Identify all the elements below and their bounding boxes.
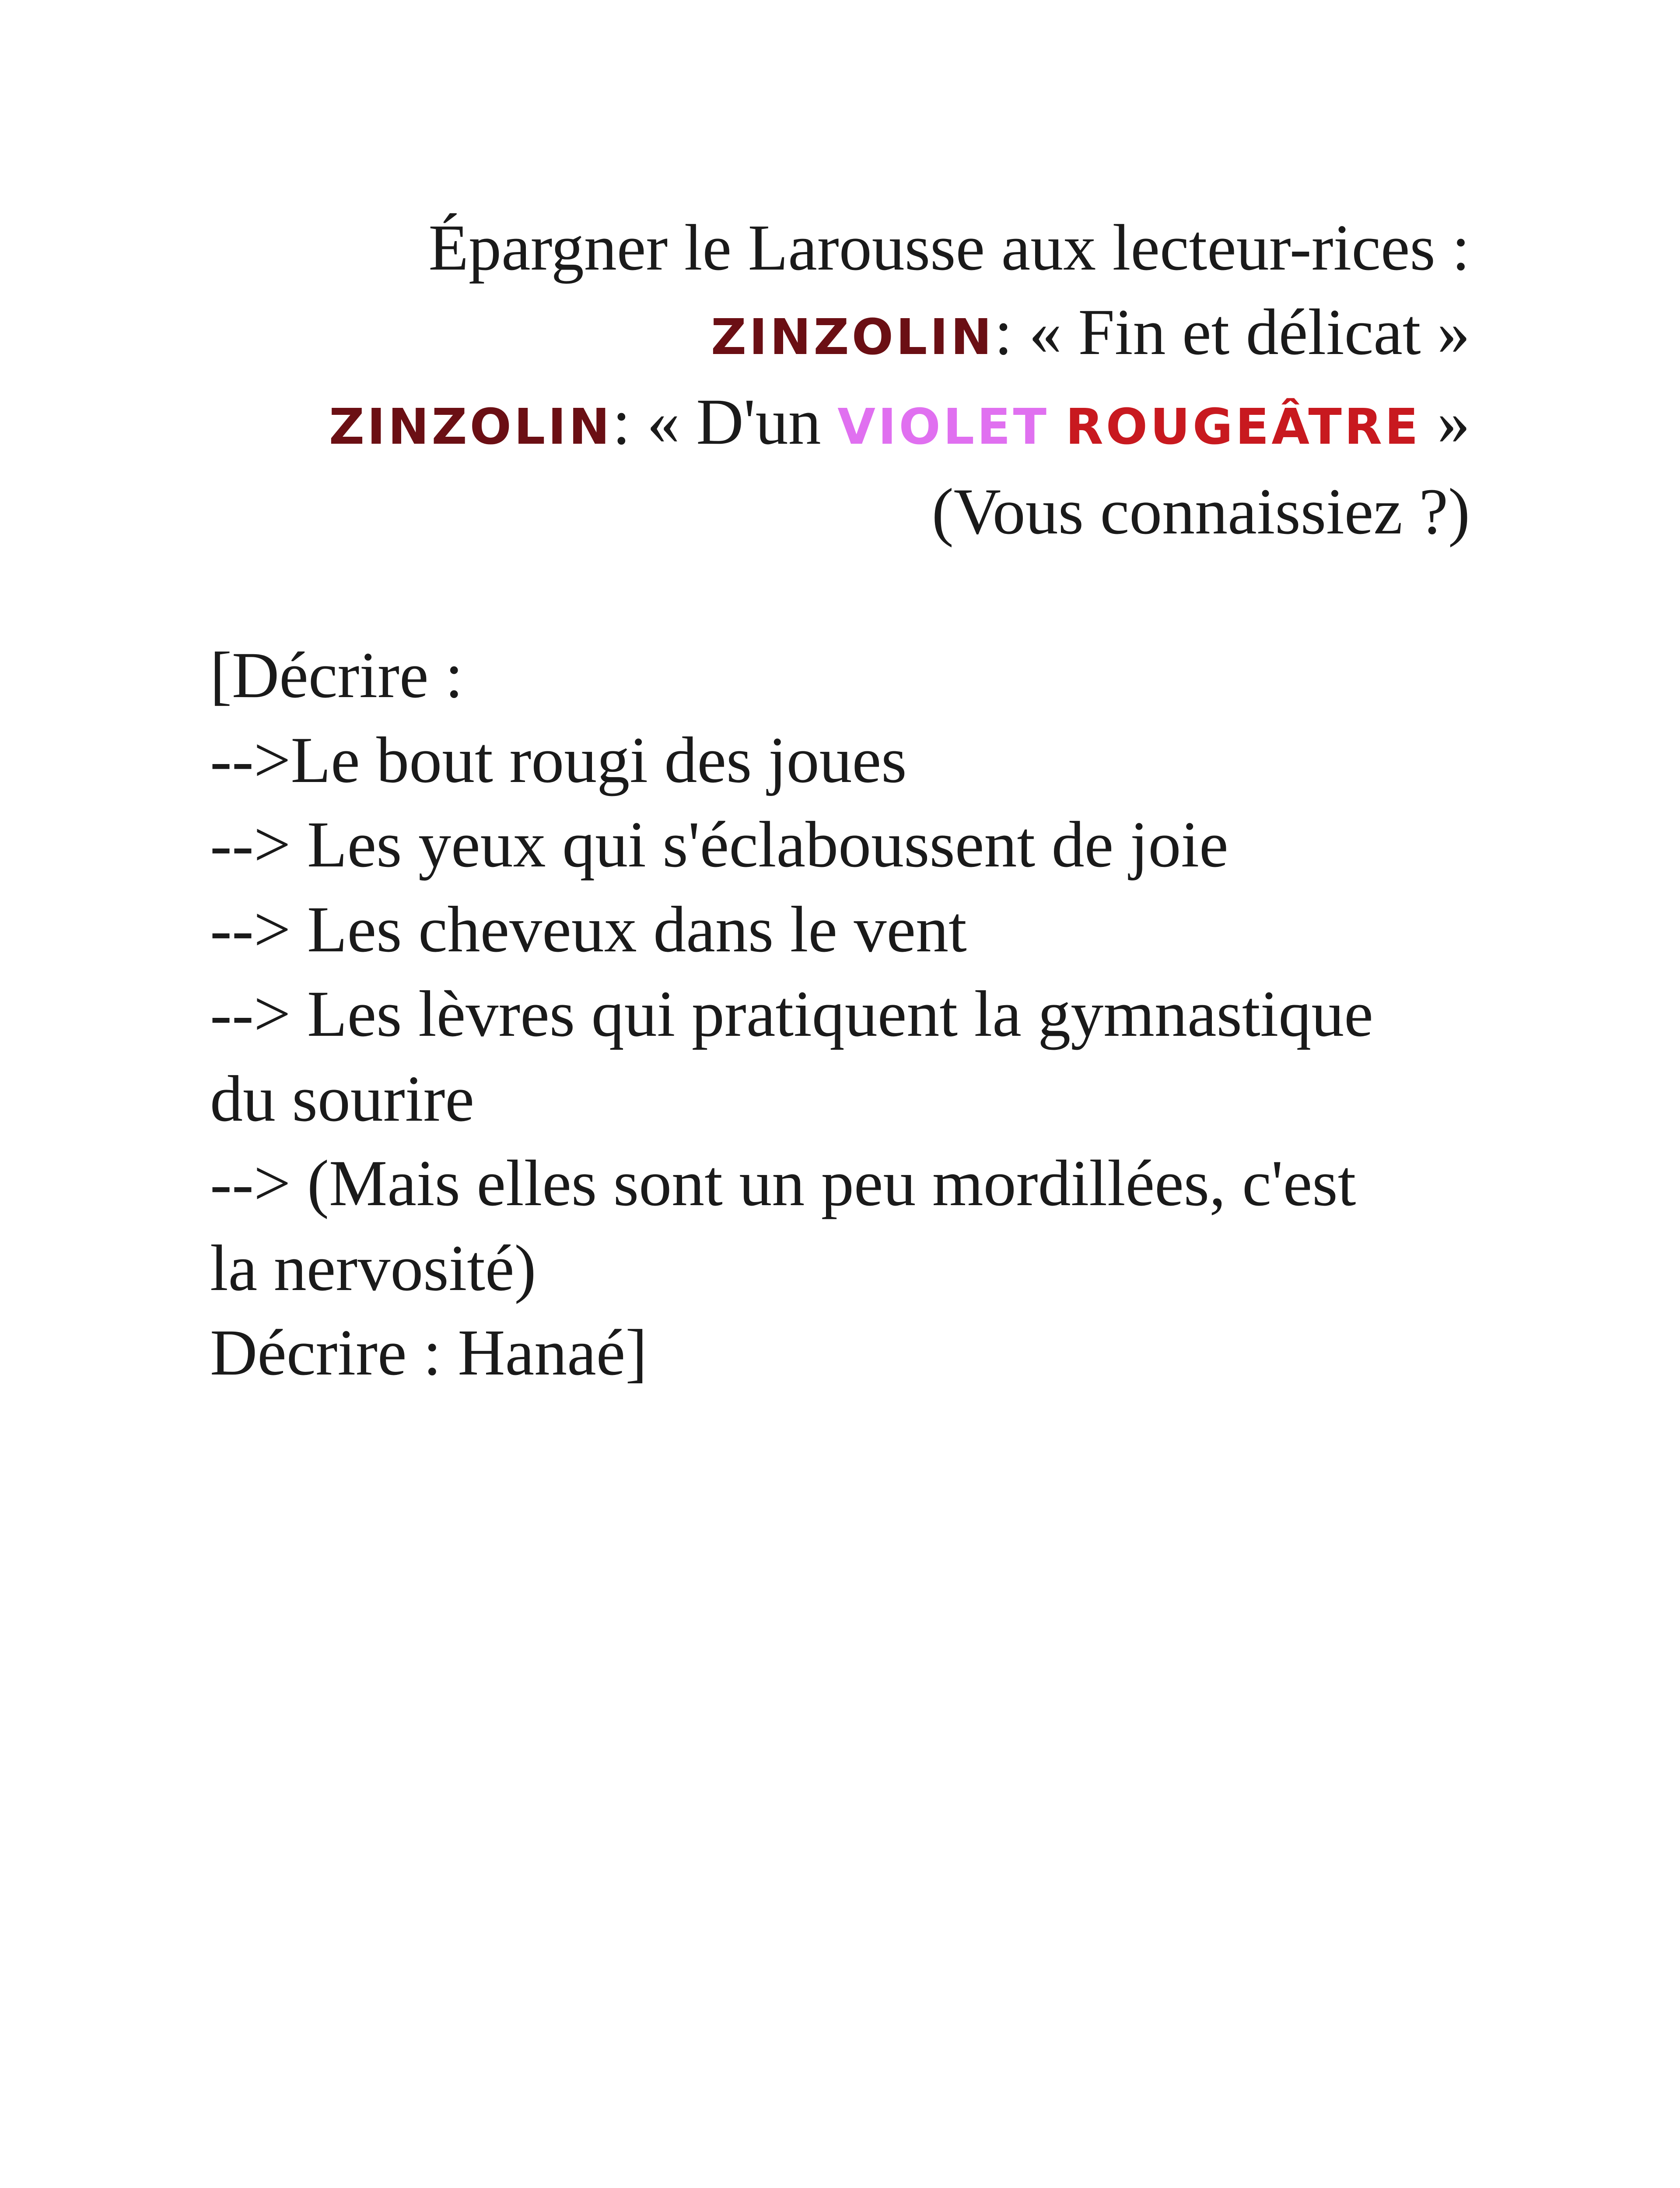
definition-fin-delicat: : « Fin et délicat » xyxy=(994,296,1470,368)
closing-quote: » xyxy=(1421,386,1470,458)
epigraph-line-3 xyxy=(210,380,1470,470)
epigraph-line-4: (Vous connaissiez ?) xyxy=(931,475,1470,548)
note-line: -->Le bout rougi des joues xyxy=(210,723,907,796)
definition-prefix: : « D'un xyxy=(612,386,838,458)
note-line: --> Les yeux qui s'éclaboussent de joie xyxy=(210,808,1228,881)
word-space xyxy=(1049,386,1066,458)
note-line: du sourire xyxy=(210,1062,475,1135)
epigraph-line-1: Épargner le Larousse aux lecteur-rices : xyxy=(428,211,1470,284)
note-line: Décrire : Hanaé] xyxy=(210,1316,648,1389)
note-line: --> (Mais elles sont un peu mordillées, c'est xyxy=(210,1147,1356,1220)
note-line: --> Les lèvres qui pratiquent la gymnastique xyxy=(210,978,1373,1050)
epigraph xyxy=(210,206,1470,554)
epigraph-line-2 xyxy=(210,290,1470,380)
note-line: la nervosité) xyxy=(210,1231,536,1304)
zinzolin-term: ZINZOLIN xyxy=(329,399,612,456)
describe-notes xyxy=(210,633,1470,1396)
violet-word: VIOLET xyxy=(837,399,1050,456)
note-line: --> Les cheveux dans le vent xyxy=(210,893,967,966)
zinzolin-term: ZINZOLIN xyxy=(710,309,994,366)
rougeatre-word: ROUGEÂTRE xyxy=(1065,399,1421,456)
note-line: [Décrire : xyxy=(210,639,463,712)
